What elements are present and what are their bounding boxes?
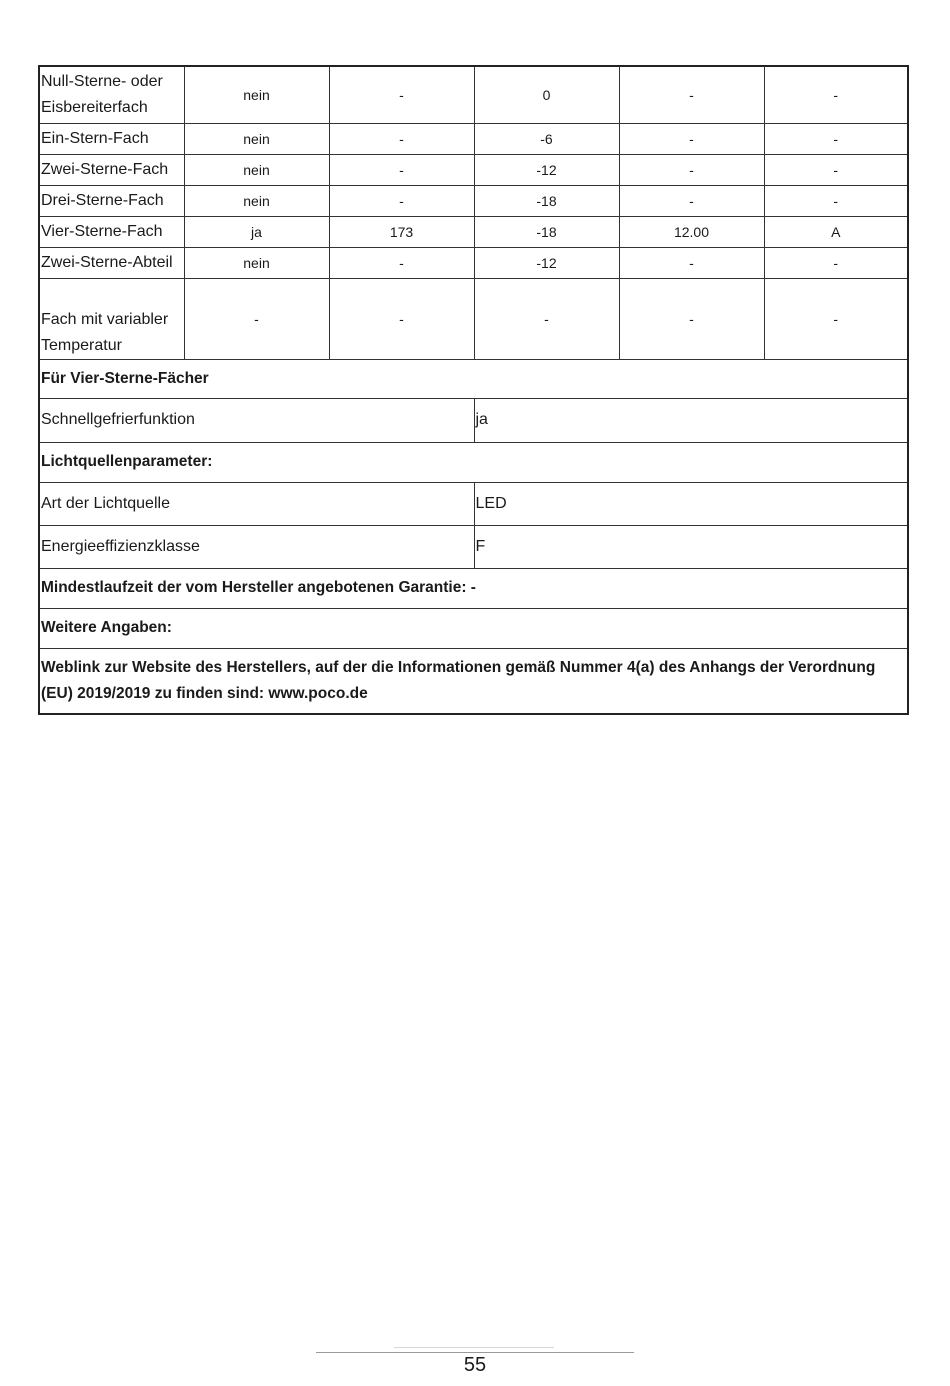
volume-cell: - bbox=[329, 185, 474, 216]
weblink-text: Weblink zur Website des Herstellers, auf der die Informationen gemäß Nummer 4(a) des Anhangs der Verordnung (EU) 2019/2019 zu finden sind: www.poco.de bbox=[39, 648, 908, 714]
fast-freeze-value: ja bbox=[474, 398, 908, 442]
parameter-row bbox=[39, 525, 908, 568]
temperature-cell: -12 bbox=[474, 154, 619, 185]
temperature-cell: 0 bbox=[474, 66, 619, 123]
compartment-name-cell: Vier-Sterne-Fach bbox=[39, 216, 184, 247]
freezing-capacity-cell: 12.00 bbox=[619, 216, 764, 247]
compartment-row bbox=[39, 154, 908, 185]
energy-class-value: F bbox=[474, 525, 908, 568]
page-number: 55 bbox=[463, 1354, 487, 1376]
compartment-spec-table bbox=[38, 65, 909, 715]
section-heading-row bbox=[39, 608, 908, 648]
present-cell: nein bbox=[184, 154, 329, 185]
four-star-heading: Für Vier-Sterne-Fächer bbox=[39, 359, 908, 398]
present-cell: nein bbox=[184, 185, 329, 216]
defrost-type-cell: A bbox=[764, 216, 908, 247]
warranty-text: Mindestlaufzeit der vom Hersteller angebotenen Garantie: - bbox=[39, 568, 908, 608]
compartment-row bbox=[39, 185, 908, 216]
compartment-row bbox=[39, 216, 908, 247]
section-heading-row bbox=[39, 568, 908, 608]
light-source-heading: Lichtquellenparameter: bbox=[39, 442, 908, 482]
compartment-row bbox=[39, 123, 908, 154]
section-heading-row bbox=[39, 359, 908, 398]
defrost-type-cell: - bbox=[764, 66, 908, 123]
defrost-type-cell: - bbox=[764, 154, 908, 185]
defrost-type-cell: - bbox=[764, 185, 908, 216]
volume-cell: - bbox=[329, 123, 474, 154]
section-heading-row bbox=[39, 648, 908, 714]
further-info-heading: Weitere Angaben: bbox=[39, 608, 908, 648]
temperature-cell: -18 bbox=[474, 185, 619, 216]
compartment-row bbox=[39, 278, 908, 359]
volume-cell: - bbox=[329, 247, 474, 278]
compartment-row bbox=[39, 66, 908, 123]
fast-freeze-label: Schnellgefrierfunktion bbox=[39, 398, 474, 442]
freezing-capacity-cell: - bbox=[619, 247, 764, 278]
defrost-type-cell: - bbox=[764, 247, 908, 278]
energy-class-label: Energieeffizienzklasse bbox=[39, 525, 474, 568]
compartment-name-cell: Fach mit variabler Temperatur bbox=[39, 278, 184, 359]
section-heading-row bbox=[39, 442, 908, 482]
parameter-row bbox=[39, 482, 908, 525]
temperature-cell: -18 bbox=[474, 216, 619, 247]
present-cell: nein bbox=[184, 66, 329, 123]
compartment-name-cell: Zwei-Sterne-Abteil bbox=[39, 247, 184, 278]
volume-cell: 173 bbox=[329, 216, 474, 247]
temperature-cell: - bbox=[474, 278, 619, 359]
present-cell: - bbox=[184, 278, 329, 359]
present-cell: ja bbox=[184, 216, 329, 247]
defrost-type-cell: - bbox=[764, 278, 908, 359]
present-cell: nein bbox=[184, 247, 329, 278]
freezing-capacity-cell: - bbox=[619, 278, 764, 359]
freezing-capacity-cell: - bbox=[619, 123, 764, 154]
freezing-capacity-cell: - bbox=[619, 185, 764, 216]
light-type-value: LED bbox=[474, 482, 908, 525]
temperature-cell: -6 bbox=[474, 123, 619, 154]
compartment-name-cell: Null-Sterne- oder Eisbereiterfach bbox=[39, 66, 184, 123]
compartment-name-cell: Ein-Stern-Fach bbox=[39, 123, 184, 154]
defrost-type-cell: - bbox=[764, 123, 908, 154]
compartment-row bbox=[39, 247, 908, 278]
freezing-capacity-cell: - bbox=[619, 154, 764, 185]
footer-divider-faint bbox=[394, 1347, 554, 1348]
volume-cell: - bbox=[329, 66, 474, 123]
compartment-name-cell: Zwei-Sterne-Fach bbox=[39, 154, 184, 185]
parameter-row bbox=[39, 398, 908, 442]
volume-cell: - bbox=[329, 154, 474, 185]
compartment-name-cell: Drei-Sterne-Fach bbox=[39, 185, 184, 216]
freezing-capacity-cell: - bbox=[619, 66, 764, 123]
present-cell: nein bbox=[184, 123, 329, 154]
volume-cell: - bbox=[329, 278, 474, 359]
light-type-label: Art der Lichtquelle bbox=[39, 482, 474, 525]
temperature-cell: -12 bbox=[474, 247, 619, 278]
